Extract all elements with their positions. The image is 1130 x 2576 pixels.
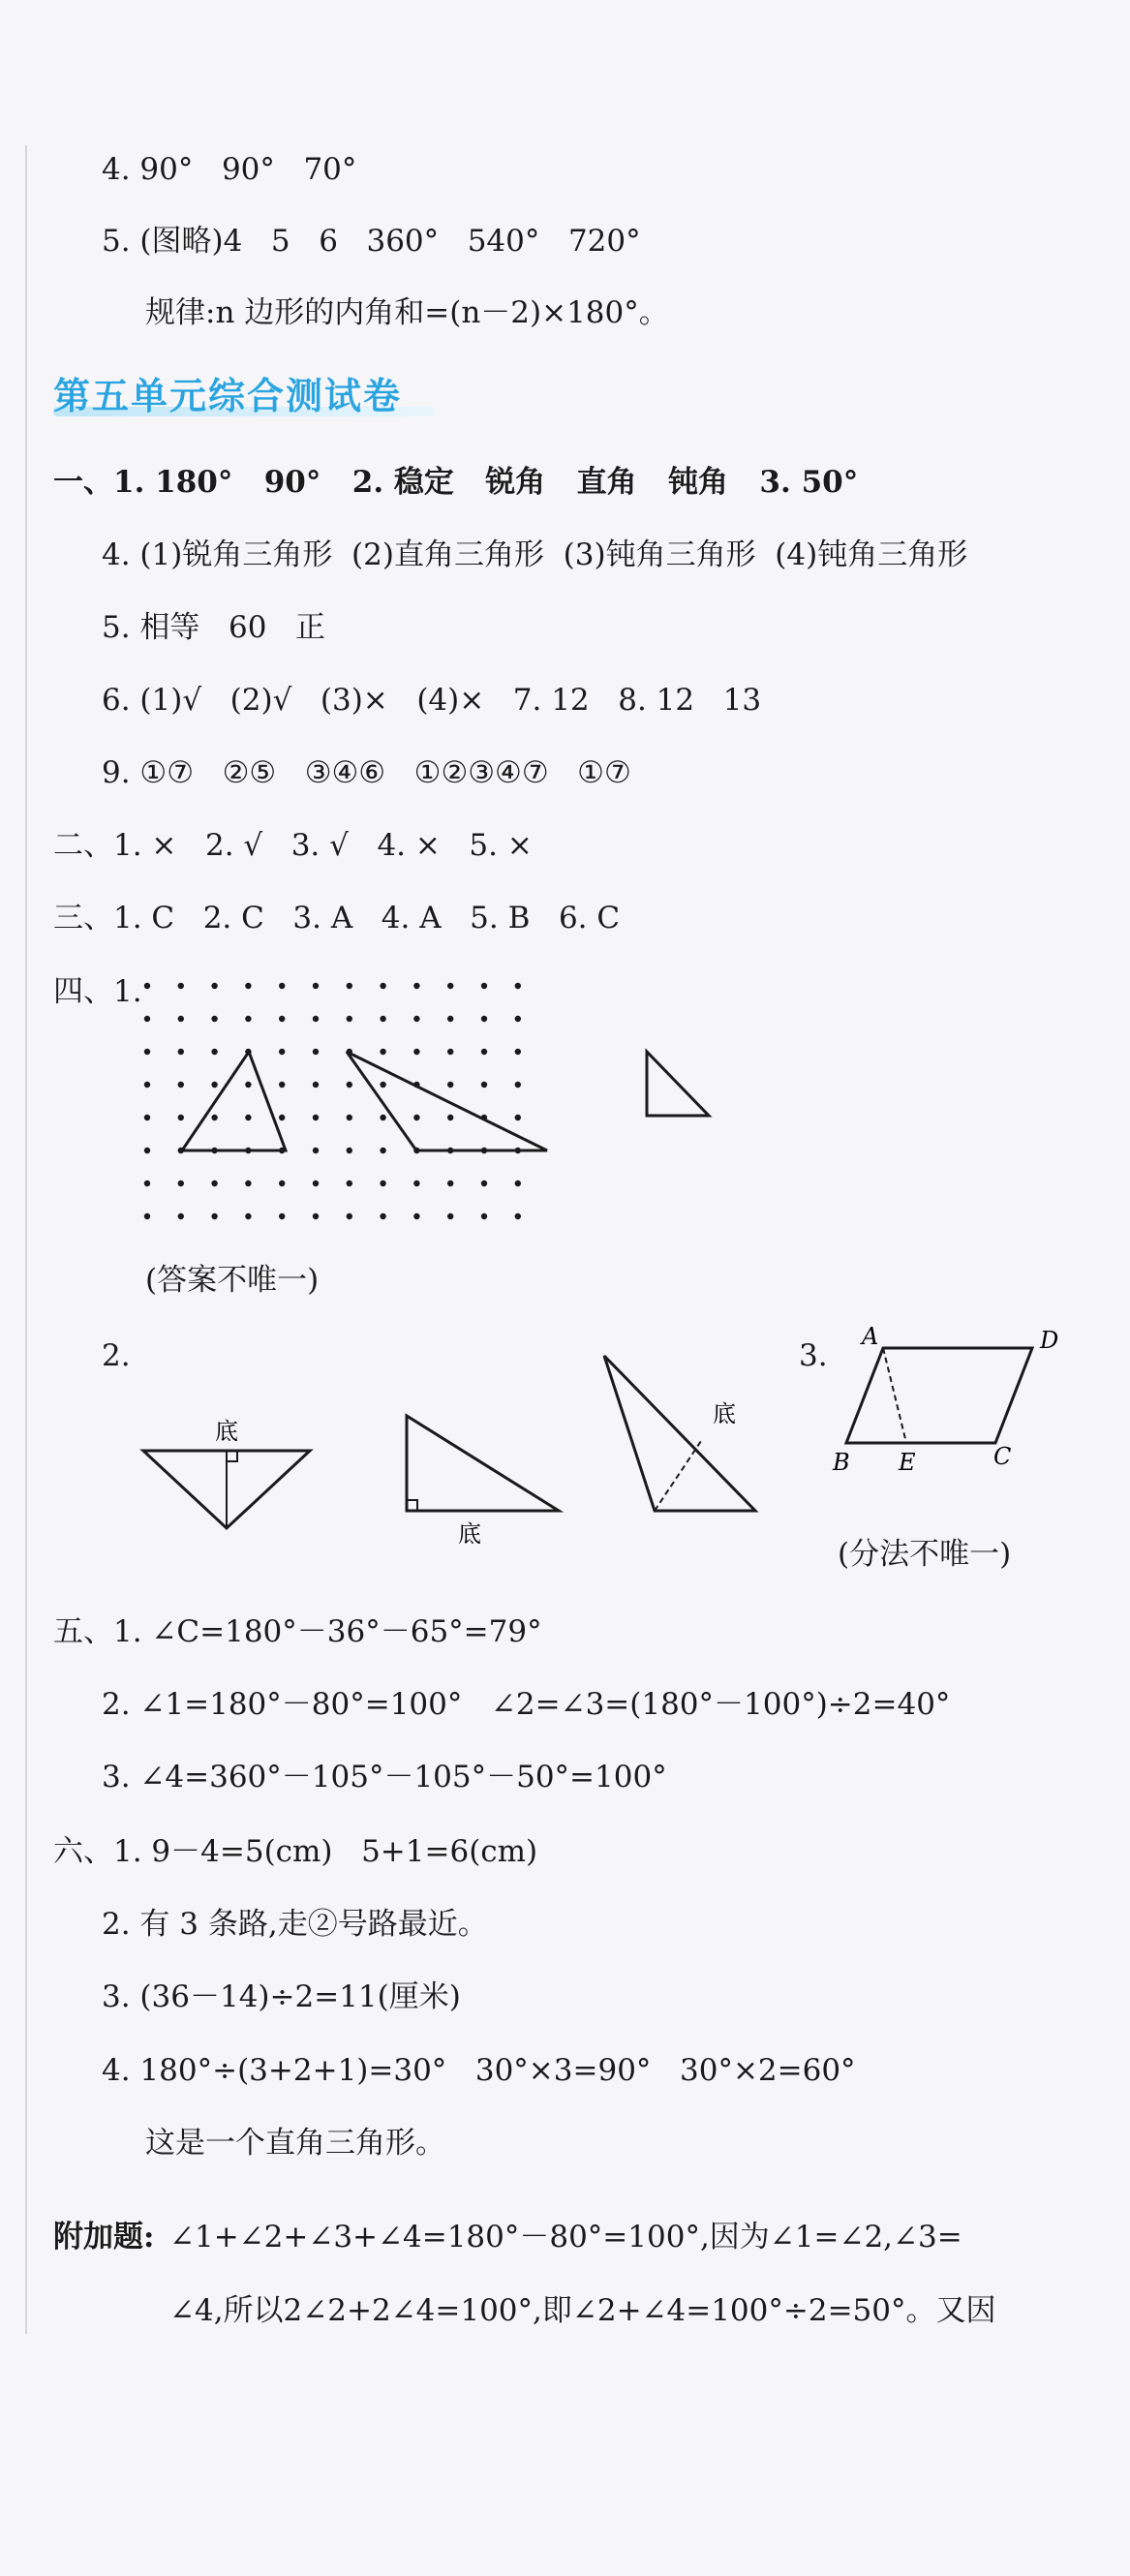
grid-dot [380,1213,385,1219]
heights-figure [136,1336,794,1559]
base-label: 底 [713,1400,736,1427]
answer-line: 2. [102,1338,131,1373]
right-angle-mark [407,1500,417,1511]
answer-line: 2. ∠1=180°－80°=100° ∠2=∠3=(180°－100°)÷2=40° [102,1687,951,1722]
answer-line: ∠1+∠2+∠3+∠4=180°－80°=100°,因为∠1=∠2,∠3= [169,2220,962,2254]
grid-dot [178,1049,184,1055]
acute-triangle [182,1052,286,1150]
grid-dot [380,1115,385,1120]
grid-dot [178,1213,184,1219]
right-triangle [647,1052,709,1116]
grid-dot [279,1049,285,1055]
grid-dot [245,1082,251,1088]
cut-line [883,1348,906,1443]
answer-line: 9. ①⑦ ②⑤ ③④⑥ ①②③④⑦ ①⑦ [102,755,631,790]
grid-dot [245,1181,251,1186]
grid-dot [515,983,521,989]
grid-dot [447,1016,453,1022]
grid-dot [413,1115,419,1120]
grid-dot [178,983,184,989]
grid-dot [313,1213,319,1219]
section-heading: 第五单元综合测试卷 [53,375,403,417]
grid-dot [447,1115,453,1120]
answer-line: 3. (36－14)÷2=11(厘米) [102,1979,461,2014]
answer-line: 二、1. × 2. √ 3. √ 4. × 5. × [53,828,533,863]
grid-dot [481,1049,487,1055]
answer-line: 三、1. C 2. C 3. A 4. A 5. B 6. C [53,901,621,935]
grid-dot [481,1016,487,1022]
grid-dots [144,983,521,1219]
grid-dot [413,1016,419,1022]
grid-dot [144,1148,150,1153]
answer-line: 4. (1)锐角三角形 (2)直角三角形 (3)钝角三角形 (4)钝角三角形 [102,537,968,572]
grid-dot [515,1049,521,1055]
grid-dot [380,1148,385,1153]
grid-dot [144,1181,150,1186]
grid-dot [245,1213,251,1219]
grid-dot [279,1181,285,1186]
grid-dot [313,1181,319,1186]
grid-dot [380,983,385,989]
height-line [655,1441,701,1511]
answer-line: 5. (图略)4 5 6 360° 540° 720° [102,224,641,259]
grid-dot [279,1213,285,1219]
answer-line: 2. 有 3 条路,走②号路最近。 [102,1907,488,1942]
answer-line: 3. ∠4=360°－105°－105°－50°=100° [102,1760,667,1794]
grid-dot [245,1016,251,1022]
grid-dot [211,1213,217,1219]
triangle-2 [407,1416,559,1511]
vertex-E: E [899,1449,916,1476]
grid-dot [313,1049,319,1055]
grid-dot [313,1016,319,1022]
grid-dot [347,1213,352,1219]
answer-line: 3. [799,1338,828,1373]
vertex-C: C [993,1443,1012,1470]
grid-dot [211,1049,217,1055]
grid-dot [413,1049,419,1055]
grid-dot [380,1082,385,1088]
grid-dot [447,1082,453,1088]
answer-line: 4. 180°÷(3+2+1)=30° 30°×3=90° 30°×2=60° [102,2053,856,2088]
grid-dot [413,1213,419,1219]
answer-line: 四、1. [53,974,142,1009]
grid-dot [178,1181,184,1186]
grid-dot [211,1115,217,1120]
grid-dot [347,983,352,989]
grid-dot [347,1082,352,1088]
grid-dot [279,1016,285,1022]
grid-dot [515,1213,521,1219]
obtuse-triangle [347,1052,547,1150]
grid-dot [515,1115,521,1120]
grid-dot [279,1115,285,1120]
grid-dot [279,983,285,989]
note: (分法不唯一) [838,1537,1012,1572]
grid-dot [245,983,251,989]
grid-dot [245,1115,251,1120]
grid-dot [178,1115,184,1120]
grid-dot [144,1049,150,1055]
grid-dot [347,1115,352,1120]
answer-line: 4. 90° 90° 70° [102,152,357,187]
grid-dot [211,1181,217,1186]
grid-dot [211,1082,217,1088]
grid-dot [481,1213,487,1219]
grid-dot [211,1016,217,1022]
base-label: 底 [458,1520,481,1548]
answer-line: 5. 相等 60 正 [102,610,326,645]
grid-dot [447,983,453,989]
grid-dot [515,1181,521,1186]
grid-dot [178,1082,184,1088]
grid-dot [144,1115,150,1120]
right-angle-mark [227,1451,237,1461]
answer-line: 这是一个直角三角形。 [145,2126,445,2161]
grid-dot [144,1016,150,1022]
grid-dot [515,1016,521,1022]
grid-dot [380,1016,385,1022]
grid-dot [481,1082,487,1088]
answer-line: 五、1. ∠C=180°－36°－65°=79° [53,1614,542,1649]
grid-dot [413,983,419,989]
margin-line [25,145,27,2334]
parallelogram-figure [833,1323,1123,1491]
grid-dot [347,1148,352,1153]
grid-dot [347,1181,352,1186]
vertex-A: A [862,1323,879,1350]
answer-line: 六、1. 9－4=5(cm) 5+1=6(cm) [53,1834,538,1869]
grid-dot [380,1049,385,1055]
grid-dot [313,983,319,989]
answer-line: 一、1. 180° 90° 2. 稳定 锐角 直角 钝角 3. 50° [53,465,859,500]
grid-dot [313,1082,319,1088]
grid-dot [178,1016,184,1022]
grid-dot [447,1213,453,1219]
triangle-3 [604,1356,755,1511]
rule-line: 规律:n 边形的内角和=(n－2)×180°。 [145,295,669,330]
vertex-D: D [1040,1327,1059,1354]
grid-dot [313,1115,319,1120]
grid-dot [144,983,150,989]
grid-dot [144,1082,150,1088]
base-label: 底 [215,1418,238,1445]
grid-dot [515,1082,521,1088]
grid-dot [380,1181,385,1186]
grid-dot [279,1082,285,1088]
grid-dot [481,983,487,989]
grid-dot [144,1213,150,1219]
extra-label: 附加题: [53,2220,155,2254]
grid-dot [413,1181,419,1186]
parallelogram [846,1348,1032,1443]
vertex-B: B [833,1449,850,1476]
grid-dot [447,1049,453,1055]
grid-dot [347,1016,352,1022]
grid-dot [447,1181,453,1186]
grid-dot [313,1148,319,1153]
answer-line: ∠4,所以2∠2+2∠4=100°,即∠2+∠4=100°÷2=50°。又因 [169,2293,996,2328]
grid-dot [211,983,217,989]
grid-dot [481,1181,487,1186]
note: (答案不唯一) [145,1263,320,1298]
answer-line: 6. (1)√ (2)√ (3)× (4)× 7. 12 8. 12 13 [102,683,762,718]
dot-grid-figure [136,968,871,1240]
